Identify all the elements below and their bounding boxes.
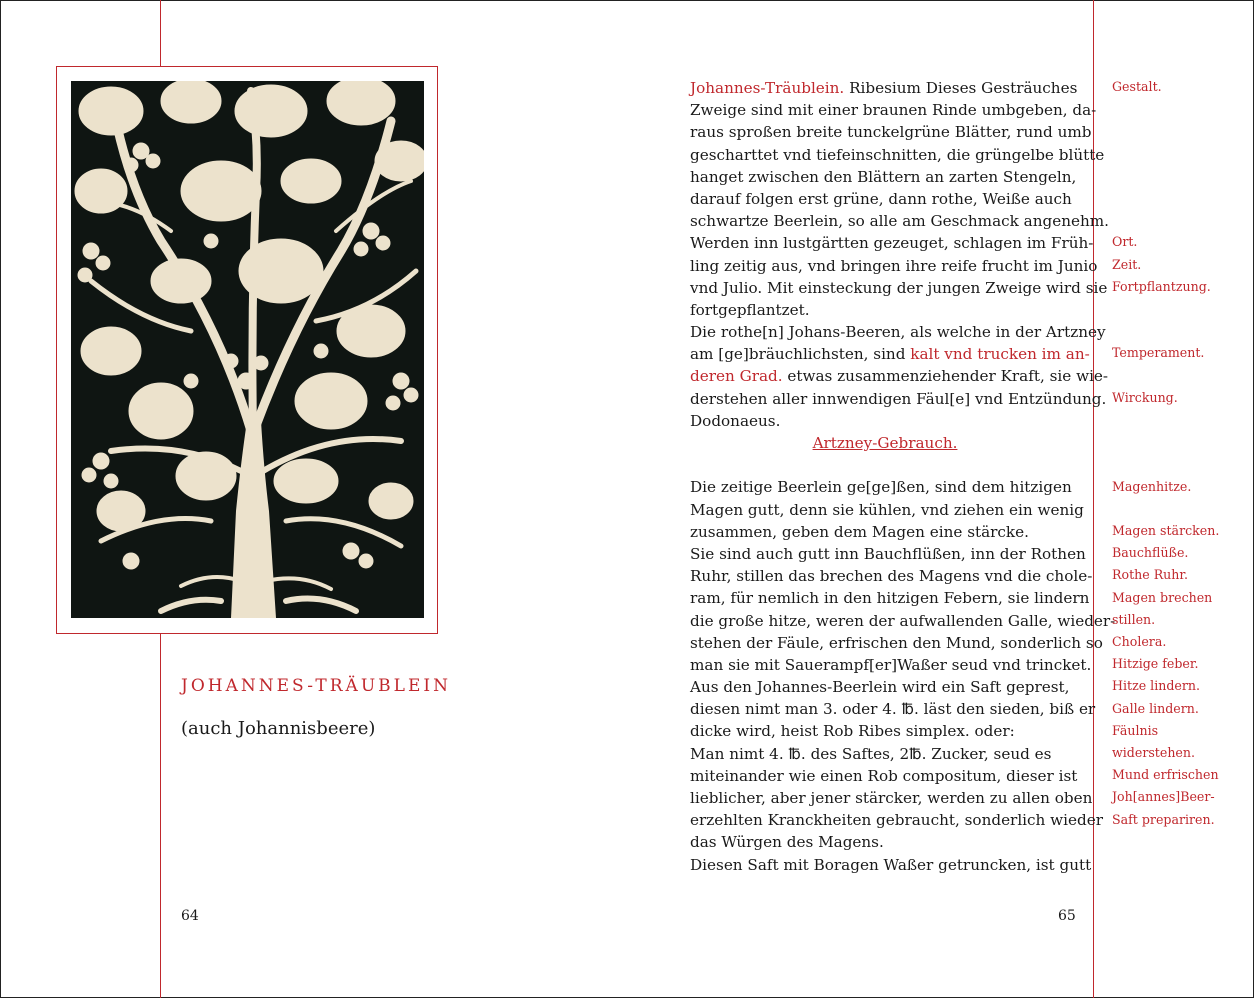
body-text-line <box>690 565 1093 587</box>
margin-note: Magenhitze. <box>1112 478 1192 494</box>
body-text-line <box>690 499 1084 521</box>
body-text-line <box>690 632 1103 654</box>
body-text-line <box>690 854 1092 876</box>
body-text-line <box>690 787 1093 809</box>
body-text-line <box>690 765 1080 787</box>
body-text-segment: man sie mit Sauerampf[er]Waßer seud vnd trincket. <box>690 655 1092 674</box>
body-text-segment: dicke wird, heist Rob Ribes simplex. oder: <box>690 722 1015 741</box>
body-text-segment: Zweige sind mit einer braunen Rinde umbgeben, da- <box>690 101 1097 120</box>
body-text-segment: diesen nimt man 3. oder 4. ℔. läst den sieden, biß er <box>690 700 1096 719</box>
body-text-line <box>690 210 1110 232</box>
body-text-segment: lieblicher, aber jener stärcker, werden zu allen oben <box>690 789 1093 807</box>
margin-note: Bauchflüße. <box>1112 545 1189 561</box>
body-text-segment: Diesen Saft mit Boragen Waßer getruncken, ist gutt <box>690 855 1092 874</box>
body-text-segment: erzehlten Kranckheiten gebraucht, sonderlich wieder <box>690 811 1103 830</box>
body-text-segment: das Würgen des Magens. <box>690 833 884 852</box>
body-text-segment: etwas zusammenziehender Kraft, sie wie- <box>782 367 1109 386</box>
body-text-line <box>690 698 1096 720</box>
body-text-segment: Ruhr, stillen das brechen des Magens vnd die chole- <box>690 567 1093 586</box>
body-text-segment: Magen gutt, denn sie kühlen, vnd ziehen ein wenig <box>690 500 1084 519</box>
body-text-segment: schwartze Beerlein, so alle am Geschmack angenehm. <box>690 212 1110 231</box>
body-text-segment: zusammen, geben dem Magen eine stärcke. <box>690 522 1029 541</box>
left-vertical-rule-bottom <box>160 634 161 998</box>
body-text-segment: Die rothe[n] Johans-Beeren, als welche in der Artzney <box>690 323 1106 342</box>
body-text-line <box>690 743 1080 765</box>
body-text-line <box>690 121 1092 143</box>
body-text-line <box>690 410 1080 432</box>
body-text-line <box>690 543 1086 565</box>
main-body-text <box>690 77 1116 876</box>
margin-note: stillen. <box>1112 611 1156 627</box>
body-text-segment: Man nimt 4. ℔. des Saftes, 2℔. Zucker, seud es <box>690 744 1052 763</box>
body-text-segment: derstehen aller innwendigen Fäul[e] vnd Entzündung. <box>690 389 1107 408</box>
body-text-line <box>690 454 1080 476</box>
highlighted-text: kalt vnd trucken im an- <box>910 345 1090 364</box>
body-text-line <box>690 365 1109 387</box>
body-text-line <box>690 255 1098 277</box>
body-text-segment: ling zeitig aus, vnd bringen ihre reife frucht im Junio <box>690 256 1098 275</box>
body-text-line <box>690 521 1080 543</box>
body-text-segment: fortgepflantzet. <box>690 300 810 319</box>
body-text-segment: gescharttet vnd tiefeinschnitten, die grüngelbe blütte <box>690 145 1105 164</box>
body-text-segment: die große hitze, weren der aufwallenden Galle, wieder- <box>690 611 1116 630</box>
page-number-right: 65 <box>1058 908 1076 924</box>
margin-note: Saft prepariren. <box>1112 811 1215 827</box>
margin-note: Cholera. <box>1112 634 1167 649</box>
margin-note: Gestalt. <box>1112 79 1162 94</box>
body-text-line <box>690 232 1094 254</box>
margin-note: Ort. <box>1112 234 1138 250</box>
silhouette-tree-illustration <box>71 81 424 618</box>
body-text-line <box>690 343 1090 365</box>
body-text-segment: darauf folgen erst grüne, dann rothe, Weiße auch <box>690 189 1072 208</box>
illustration-frame <box>56 66 438 634</box>
margin-note: Temperament. <box>1112 345 1205 361</box>
body-text-segment: Sie sind auch gutt inn Bauchflüßen, inn der Rothen <box>690 544 1086 563</box>
margin-note: Fortpflantzung. <box>1112 278 1211 294</box>
body-text-segment: Die zeitige Beerlein ge[ge]ßen, sind dem hitzigen <box>690 478 1072 497</box>
margin-note: widerstehen. <box>1112 745 1195 760</box>
body-text-line <box>690 188 1080 210</box>
body-text-line <box>690 99 1097 121</box>
body-text-line <box>690 432 1080 454</box>
body-text-segment: Ribesium Dieses Gesträuches <box>844 79 1078 97</box>
body-text-segment: stehen der Fäule, erfrischen den Mund, sonderlich so <box>690 633 1103 652</box>
body-text-line <box>690 277 1108 299</box>
body-text-segment: am [ge]bräuchlichsten, sind <box>690 345 911 364</box>
body-text-segment: miteinander wie einen Rob compositum, dieser ist <box>690 766 1078 785</box>
margin-note: Hitzige feber. <box>1112 656 1199 672</box>
margin-note: Wirckung. <box>1112 389 1178 405</box>
body-text-line <box>690 676 1080 698</box>
body-text-segment: raus sproßen breite tunckelgrüne Blätter, rund umb <box>690 123 1092 142</box>
body-text-line <box>690 720 1080 742</box>
highlighted-text: Johannes-Träublein. <box>690 79 845 97</box>
margin-note: Rothe Ruhr. <box>1112 567 1189 583</box>
body-text-line <box>690 321 1106 343</box>
margin-note: Magen stärcken. <box>1112 523 1220 538</box>
body-text-segment: Werden inn lustgärtten gezeuget, schlagen im Früh- <box>690 234 1094 253</box>
body-text-segment: hanget zwischen den Blättern an zarten Stengeln, <box>690 167 1077 186</box>
body-text-line <box>690 809 1103 831</box>
plant-subtitle: (auch Johannisbeere) <box>181 718 376 739</box>
body-text-line <box>690 587 1090 609</box>
body-text-line <box>690 388 1107 410</box>
body-text-line <box>690 831 1080 853</box>
page-number-left: 64 <box>181 908 199 924</box>
margin-note: Galle lindern. <box>1112 700 1199 716</box>
body-text-segment: vnd Julio. Mit einsteckung der jungen Zweige wird sie <box>690 278 1108 297</box>
body-text-segment: Aus den Johannes-Beerlein wird ein Saft geprest, <box>690 678 1070 697</box>
margin-note: Zeit. <box>1112 256 1142 272</box>
body-text-segment: ram, für nemlich in den hitzigen Febern, sie lindern <box>690 589 1090 608</box>
body-text-line <box>690 299 1080 321</box>
margin-note: Hitze lindern. <box>1112 678 1200 694</box>
highlighted-text: deren Grad. <box>690 367 783 386</box>
body-text-line <box>690 144 1105 166</box>
margin-note: Joh[annes]Beer- <box>1112 789 1215 805</box>
body-text-line <box>690 610 1116 632</box>
margin-note: Fäulnis <box>1112 722 1159 738</box>
body-text-line <box>690 77 1080 99</box>
body-text-line <box>690 476 1080 498</box>
margin-note: Mund erfrischen <box>1112 767 1219 783</box>
plant-title: JOHANNES-TRÄUBLEIN <box>181 676 451 696</box>
highlighted-text: Artzney-Gebrauch. <box>812 434 958 452</box>
left-vertical-rule-top <box>160 0 161 66</box>
body-text-segment: Dodonaeus. <box>690 411 781 430</box>
body-text-line <box>690 166 1080 188</box>
tree-silhouette-svg <box>71 81 424 618</box>
body-text-line <box>690 654 1092 676</box>
margin-note: Magen brechen <box>1112 589 1213 605</box>
